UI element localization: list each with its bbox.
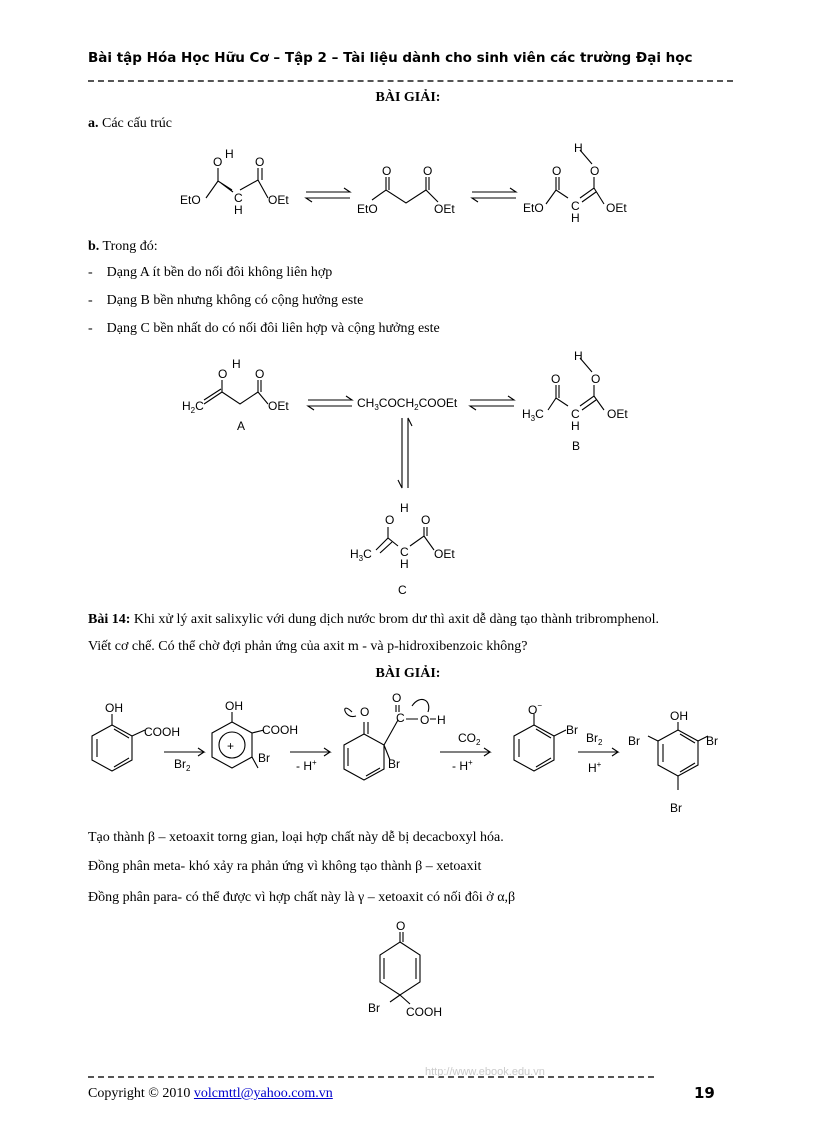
s3-co2: $CO_2$ — [458, 731, 481, 747]
s2-b-h: H — [574, 349, 583, 363]
s1-oh-o: O — [213, 155, 223, 169]
s3-br3: Br — [566, 723, 578, 737]
bullet-2: - Dạng B bền nhưng không có cộng hưởng este — [88, 293, 364, 308]
problem-14-line1: Khi xử lý axit salixylic với dung dịch nước brom dư thì axit dễ dàng tạo thành tribromphenol. — [133, 612, 660, 627]
part-b-text: Trong đó: — [102, 239, 158, 254]
s2-b-hh: H — [571, 419, 580, 433]
s1-r-c: C — [571, 199, 580, 213]
bullet-3-text: Dạng C bền nhất do có nối đôi liên hợp và cộng hưởng este — [106, 321, 440, 336]
s1-r-eto: EtO — [523, 201, 544, 215]
s2-b-o2: O — [591, 372, 601, 386]
s1-eto: EtO — [180, 193, 201, 207]
label-a: A — [237, 419, 246, 433]
s2-center: $CH_3COCH_2COOEt$ — [357, 396, 458, 412]
s2-c-o: O — [385, 513, 395, 527]
s3-br6: Br — [670, 801, 682, 815]
s1-oet: OEt — [268, 193, 289, 207]
s3-oh2: OH — [225, 699, 243, 713]
page-header: Bài tập Hóa Học Hữu Cơ – Tập 2 – Tài liệu dành cho sinh viên các trường Đại học — [88, 50, 693, 66]
s3-o-top: O — [392, 691, 402, 705]
s4-cooh: COOH — [406, 1005, 442, 1019]
s2-a-o2: O — [255, 367, 265, 381]
s1-h: H — [234, 203, 243, 217]
s2-c-c: C — [400, 545, 409, 559]
s3-o-right: O — [420, 713, 430, 727]
footer-copyright — [88, 1086, 333, 1102]
s1-mid-oet: OEt — [434, 202, 455, 216]
s2-a-h2c: $H_2C$ — [182, 399, 204, 415]
s3-cooh2: COOH — [262, 723, 298, 737]
s4-br: Br — [368, 1001, 380, 1015]
conclusion-3: Đồng phân para- có thể được vì hợp chất này là γ – xetoaxit có nối đôi ở α,β — [88, 890, 516, 905]
s2-c-o2: O — [421, 513, 431, 527]
solution-heading-2: BÀI GIẢI: — [375, 666, 441, 681]
s3-h: H — [437, 713, 446, 727]
s3-ominus: O− — [528, 701, 543, 717]
s2-c-h: H — [400, 501, 409, 515]
s2-b-h3c: $H_3C$ — [522, 407, 544, 423]
s3-hplus: H+ — [588, 760, 602, 775]
part-a-text: Các cấu trúc — [102, 116, 172, 131]
watermark: http://www.ebook.edu.vn — [425, 1066, 545, 1078]
s2-b-o1: O — [551, 372, 561, 386]
s2-c-oet: OEt — [434, 547, 455, 561]
s1-r-h: H — [574, 141, 583, 155]
s3-br5: Br — [706, 734, 718, 748]
footer-divider — [88, 1076, 654, 1078]
s2-a-oet: OEt — [268, 399, 289, 413]
s3-c: C — [396, 711, 405, 725]
label-c: C — [398, 583, 407, 597]
s1-c: C — [234, 191, 243, 205]
bullet-3: - Dạng C bền nhất do có nối đôi liên hợp và cộng hưởng este — [88, 321, 440, 336]
s3-br2-1: $Br_2$ — [174, 757, 191, 773]
page-number: 19 — [694, 1084, 715, 1102]
s2-b-c: C — [571, 407, 580, 421]
s1-r-o1: O — [552, 164, 562, 178]
problem-14-label: Bài 14: — [88, 612, 131, 627]
s2-a-h: H — [232, 357, 241, 371]
s3-minush1: - H+ — [296, 758, 317, 773]
s1-co-o: O — [255, 155, 265, 169]
s2-b-oet: OEt — [607, 407, 628, 421]
bullet-1-text: Dạng A ít bền do nối đôi không liên hợp — [106, 265, 333, 280]
part-a-label: a. — [88, 116, 99, 131]
s1-mid-o1: O — [382, 164, 392, 178]
s3-oh3: OH — [670, 709, 688, 723]
bullet-2-text: Dạng B bền nhưng không có cộng hưởng este — [106, 293, 364, 308]
s1-mid-eto: EtO — [357, 202, 378, 216]
part-b-label: b. — [88, 239, 100, 254]
s1-r-oet: OEt — [606, 201, 627, 215]
s3-br4: Br — [628, 734, 640, 748]
s3-br1: Br — [258, 751, 270, 765]
s3-keto-o: O — [360, 705, 370, 719]
conclusion-2: Đồng phân meta- khó xảy ra phản ứng vì không tạo thành β – xetoaxit — [88, 859, 482, 874]
conclusion-1: Tạo thành β – xetoaxit torng gian, loại hợp chất này dễ bị decacboxyl hóa. — [88, 830, 504, 845]
s3-cooh1: COOH — [144, 725, 180, 739]
solution-heading-1: BÀI GIẢI: — [375, 90, 441, 105]
copyright-text: Copyright © 2010 — [88, 1086, 194, 1101]
s1-mid-o2: O — [423, 164, 433, 178]
s4-o: O — [396, 919, 406, 933]
label-b: B — [572, 439, 581, 453]
s2-c-h3c: $H_3C$ — [350, 547, 372, 563]
s1-r-o2: O — [590, 164, 600, 178]
email-link[interactable]: volcmttl@yahoo.com.vn — [193, 1086, 333, 1101]
s1-r-hh: H — [571, 211, 580, 225]
s2-a-o: O — [218, 367, 228, 381]
s3-minush2: - H+ — [452, 758, 473, 773]
problem-14-line2: Viết cơ chế. Có thể chờ đợi phản ứng của axit m - và p-hidroxibenzoic không? — [88, 639, 528, 654]
s1-oh-h: H — [225, 147, 234, 161]
s3-br2: Br — [388, 757, 400, 771]
s3-oh1: OH — [105, 701, 123, 715]
s3-plus: + — [227, 739, 235, 753]
s2-c-hh: H — [400, 557, 409, 571]
s3-br2-2: $Br_2$ — [586, 731, 603, 747]
bullet-1: - Dạng A ít bền do nối đôi không liên hợp — [88, 265, 333, 280]
